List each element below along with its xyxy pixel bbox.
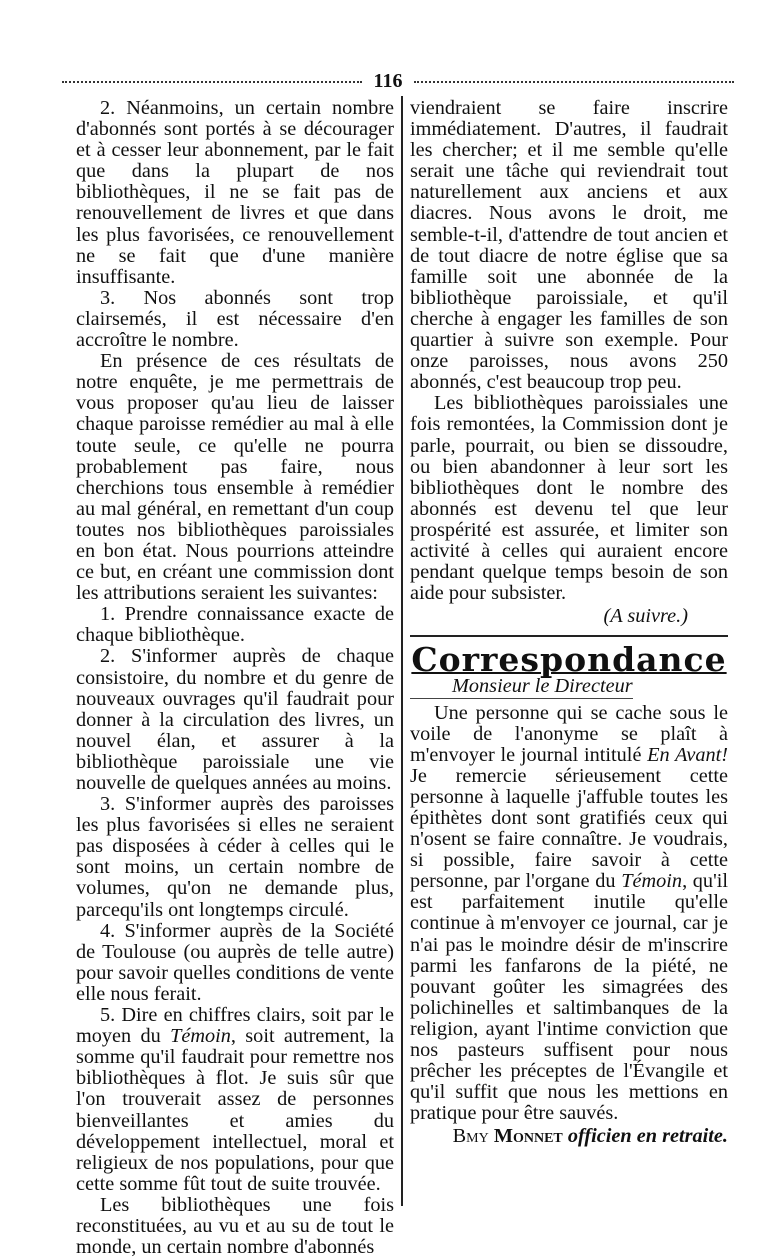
- text-segment: Une personne qui se cache sous le voile de l'anonyme se plaît à m'envoyer le journal intitulé: [410, 701, 728, 766]
- header-rule-left: [62, 81, 362, 83]
- left-column: [76, 98, 394, 1258]
- paragraph: 3. Nos abonnés sont trop clairsemés, il est nécessaire d'en accroître le nombre.: [76, 286, 394, 352]
- section-title: Correspondance: [411, 640, 727, 680]
- signature-initials: [453, 1125, 489, 1147]
- right-column: [410, 98, 728, 1148]
- text-segment: , soit autrement, la somme qu'il faudrait pour remettre nos bibliothèques à flot. Je suis sûr que l'on trouverait assez de personnes bienveillantes et amies du développement intellectuel, moral et religieux de nos populations, pour que cette somme fût tout de suite trouvée.: [76, 1025, 394, 1195]
- continuation-note: [410, 606, 728, 627]
- journal-name: Témoin: [621, 870, 683, 893]
- paragraph: En présence de ces résultats de notre enquête, je me permettrais de vous proposer qu'au lieu de laisser chaque paroisse remédier au mal à elle toute seule, ce qu'elle ne pourra probablement pas faire, nous cherchions tous ensemble à remédier au mal général, en remettant d'un coup toutes nos bibliothèques paroissiales en bon état. Nous pourrions atteindre ce but, en créant une commission dont les attributions seraient les suivantes:: [76, 350, 394, 605]
- column-divider: [401, 96, 403, 1206]
- header-rule-right: [414, 81, 734, 83]
- list-item: 2. S'informer auprès de chaque consistoire, du nombre et du genre de nouveaux ouvrages qu'il faudrait pour donner à la circulation des livres, un nouvel élan, et assurer à la bibliothèque paroissiale une vie nouvelle de quelques années au moins.: [76, 645, 394, 794]
- page-number: 116: [373, 70, 403, 92]
- salutation: Monsieur le Directeur: [410, 676, 633, 698]
- list-item: 3. S'informer auprès des paroisses les plus favorisées si elles ne seraient pas disposées à céder à celles qui le sont moins, un certain nombre de volumes, qu'on ne demande plus, parcequ'ils ont longtemps circulé.: [76, 793, 394, 921]
- list-item: 4. S'informer auprès de la Société de Toulouse (ou auprès de telle autre) pour savoir quelles conditions de vente elle nous ferait.: [76, 919, 394, 1005]
- letter-body: [410, 703, 728, 1125]
- signature-name: Monnet: [493, 1125, 563, 1148]
- text-segment: , qu'il est parfaitement inutile qu'elle continue à m'envoyer ce journal, car je n'ai pas le moindre désir de m'inscrire parmi les fanfarons de la piété, ne pouvant goûter les simagrées des polichinelles et saltimbanques de la religion, ayant l'intime conviction que nos pasteurs suffisent pour nous prêcher les préceptes de l'Évangile et qu'il suffit que nous les mettions en pratique pour être sauvés.: [410, 870, 728, 1125]
- signature: [410, 1126, 728, 1147]
- signature-role: officien en retraite.: [567, 1125, 728, 1148]
- journal-name: Témoin: [170, 1025, 231, 1048]
- list-item: 1. Prendre connaissance exacte de chaque bibliothèque.: [76, 603, 394, 647]
- paragraph: viendraient se faire inscrire immédiatement. D'autres, il faudrait les chercher; et il me semble qu'elle serait une tâche qui reviendrait tout naturellement aux anciens et aux diacres. Nous avons le droit, me semble-t-il, d'attendre de tout ancien et de tout diacre de notre église que sa famille soit une abonnée de la bibliothèque paroissiale, et qu'il cherche à engager les familles de son quartier à suivre son exemple. Pour onze paroisses, nous avons 250 abonnés, c'est beaucoup trop peu.: [410, 97, 728, 394]
- page-header: [62, 72, 738, 92]
- text-segment: Je remercie sérieusement cette personne à laquelle j'affuble toutes les épithètes dont sont gratifiés ceux qui n'osent se faire connaître. Je voudrais, si possible, faire savoir à cette personne, par l'organe du: [410, 764, 728, 893]
- paragraph: Les bibliothèques une fois reconstituées, au vu et au su de tout le monde, un certain nombre d'abonnés: [76, 1193, 394, 1258]
- list-item: [76, 1005, 394, 1195]
- text-segment: 5. Dire en chiffres clairs, soit par le moyen du: [76, 1004, 394, 1048]
- journal-title: En Avant!: [647, 743, 728, 766]
- paragraph: Les bibliothèques paroissiales une fois remontées, la Commission dont je parle, pourrait, ou bien se dissoudre, ou bien abandonner à leur sort les bibliothèques dont le nombre des abonnés est devenu tel que leur prospérité est assurée, et limiter son activité à celles qui auraient encore pendant quelque temps besoin de son aide pour subsister.: [410, 392, 728, 605]
- paragraph: 2. Néanmoins, un certain nombre d'abonnés sont portés à se décourager et à cesser leur abonnement, par le fait que dans la plupart de nos bibliothèques, il ne se fait pas de renouvellement de livres et que dans les plus favorisées, ce renouvellement ne se fait que d'une manière insuffisante.: [76, 97, 394, 288]
- section-rule: [410, 635, 728, 637]
- signature-prefix: Bmy: [452, 1125, 489, 1148]
- continuation-text: (A suivre.): [603, 605, 688, 628]
